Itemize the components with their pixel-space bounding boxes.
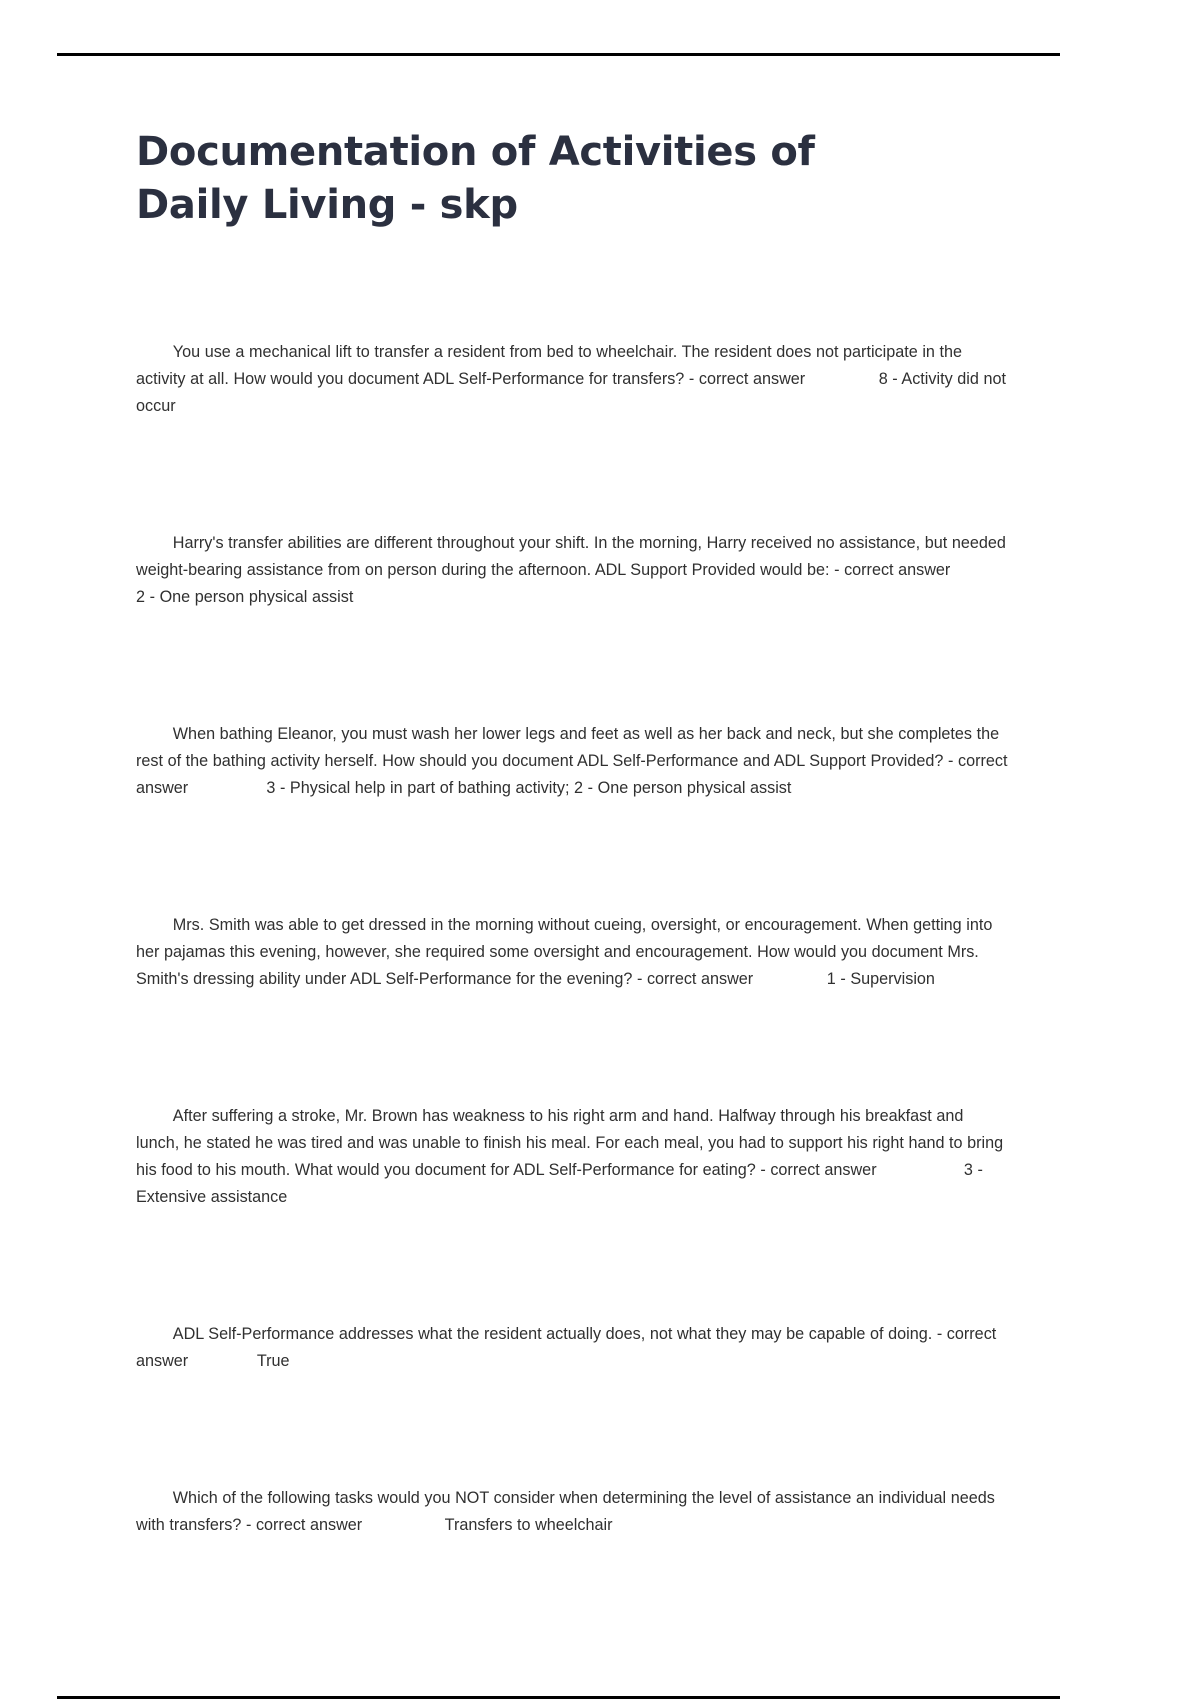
qa-item xyxy=(136,1076,1011,1238)
document-content xyxy=(136,126,1043,1566)
qa-text: You use a mechanical lift to transfer a resident from bed to wheelchair. The resident does not participate in the activity at all. How would you document ADL Self-Performance for transfers? - correct answer 8 - Activity did not occur xyxy=(136,343,1011,415)
qa-text: When bathing Eleanor, you must wash her lower legs and feet as well as her back and neck, but she completes the rest of the bathing activity herself. How should you document ADL Self-Performance and ADL Support Provided? - correct answer 3 - Physical help in part of bathing activity; 2 - One person physical assist xyxy=(136,725,1013,797)
qa-text: After suffering a stroke, Mr. Brown has weakness to his right arm and hand. Halfway through his breakfast and lunch, he stated he was tired and was unable to finish his meal. For each meal, you had to support his right hand to bring his food to his mouth. What would you document for ADL Self-Performance for eating? - correct answer 3 - Extensive assistance xyxy=(136,1107,1008,1206)
qa-item xyxy=(136,312,1011,447)
qa-item xyxy=(136,1294,1011,1402)
page-bottom-rule xyxy=(57,1696,1060,1699)
qa-item xyxy=(136,1458,1011,1566)
qa-item xyxy=(136,503,1043,638)
qa-item xyxy=(136,885,1011,1020)
qa-text: Harry's transfer abilities are different throughout your shift. In the morning, Harry received no assistance, but needed weight-bearing assistance from on person during the afternoon. ADL Support Provided would be: - correct answer 2 - One person physical assist xyxy=(136,534,1043,606)
qa-text: ADL Self-Performance addresses what the resident actually does, not what they may be capable of doing. - correct answer True xyxy=(136,1325,1001,1370)
qa-item xyxy=(136,694,1011,829)
qa-text: Which of the following tasks would you NOT consider when determining the level of assistance an individual needs with transfers? - correct answer Transfers to wheelchair xyxy=(136,1489,1000,1534)
page-title: Documentation of Activities of Daily Living - skp xyxy=(136,129,815,228)
qa-list xyxy=(136,312,1043,1566)
qa-text: Mrs. Smith was able to get dressed in the morning without cueing, oversight, or encouragement. When getting into her pajamas this evening, however, she required some oversight and encouragement. How would you document Mrs. Smith's dressing ability under ADL Self-Performance for the evening? - correct answer 1 - Supervision xyxy=(136,916,997,988)
page-top-rule xyxy=(57,53,1060,56)
